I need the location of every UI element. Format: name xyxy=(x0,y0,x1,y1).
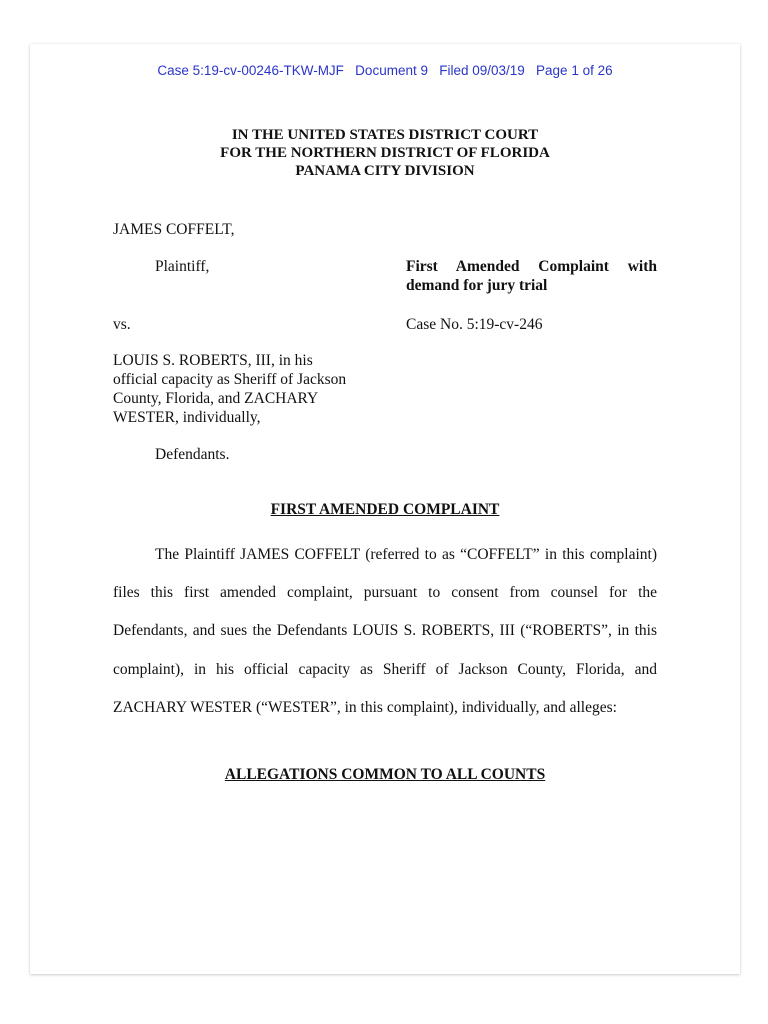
court-heading-line-3: PANAMA CITY DIVISION xyxy=(295,163,475,179)
defendants-line-3: County, Florida, and ZACHARY xyxy=(113,390,319,407)
complaint-heading: FIRST AMENDED COMPLAINT xyxy=(270,501,500,518)
intro-paragraph: The Plaintiff JAMES COFFELT (referred to as “COFFELT” in this complaint) files this first amended complaint, pursuant to consent from counsel for the Defendants, and sues the Defendants LOUIS S. ROBERTS, III (“ROBERTS”, in this complaint), in his official capacity as Sheriff of Jackson County, Florida, and ZACHARY WESTER (“WESTER”, in this complaint), individually, and alleges: xyxy=(113,546,657,716)
document-title: First Amended Complaint with demand for jury trial xyxy=(406,258,657,294)
document-page xyxy=(30,44,740,974)
defendants-role: Defendants. xyxy=(155,446,230,463)
defendants-line-1: LOUIS S. ROBERTS, III, in his xyxy=(113,352,313,369)
case-header: Case 5:19-cv-00246-TKW-MJF Document 9 Filed 09/03/19 Page 1 of 26 xyxy=(157,63,613,78)
court-heading-line-1: IN THE UNITED STATES DISTRICT COURT xyxy=(231,127,539,143)
case-number: Case No. 5:19-cv-246 xyxy=(406,316,543,333)
court-heading-line-2: FOR THE NORTHERN DISTRICT OF FLORIDA xyxy=(220,145,550,161)
court-heading xyxy=(30,126,740,180)
defendants-block xyxy=(113,351,383,427)
plaintiff-name: JAMES COFFELT, xyxy=(113,221,235,238)
defendants-line-4: WESTER, individually, xyxy=(113,409,261,426)
plaintiff-role: Plaintiff, xyxy=(155,258,210,275)
versus-label: vs. xyxy=(113,316,131,333)
defendants-line-2: official capacity as Sheriff of Jackson xyxy=(113,371,347,388)
allegations-heading: ALLEGATIONS COMMON TO ALL COUNTS xyxy=(224,766,546,783)
